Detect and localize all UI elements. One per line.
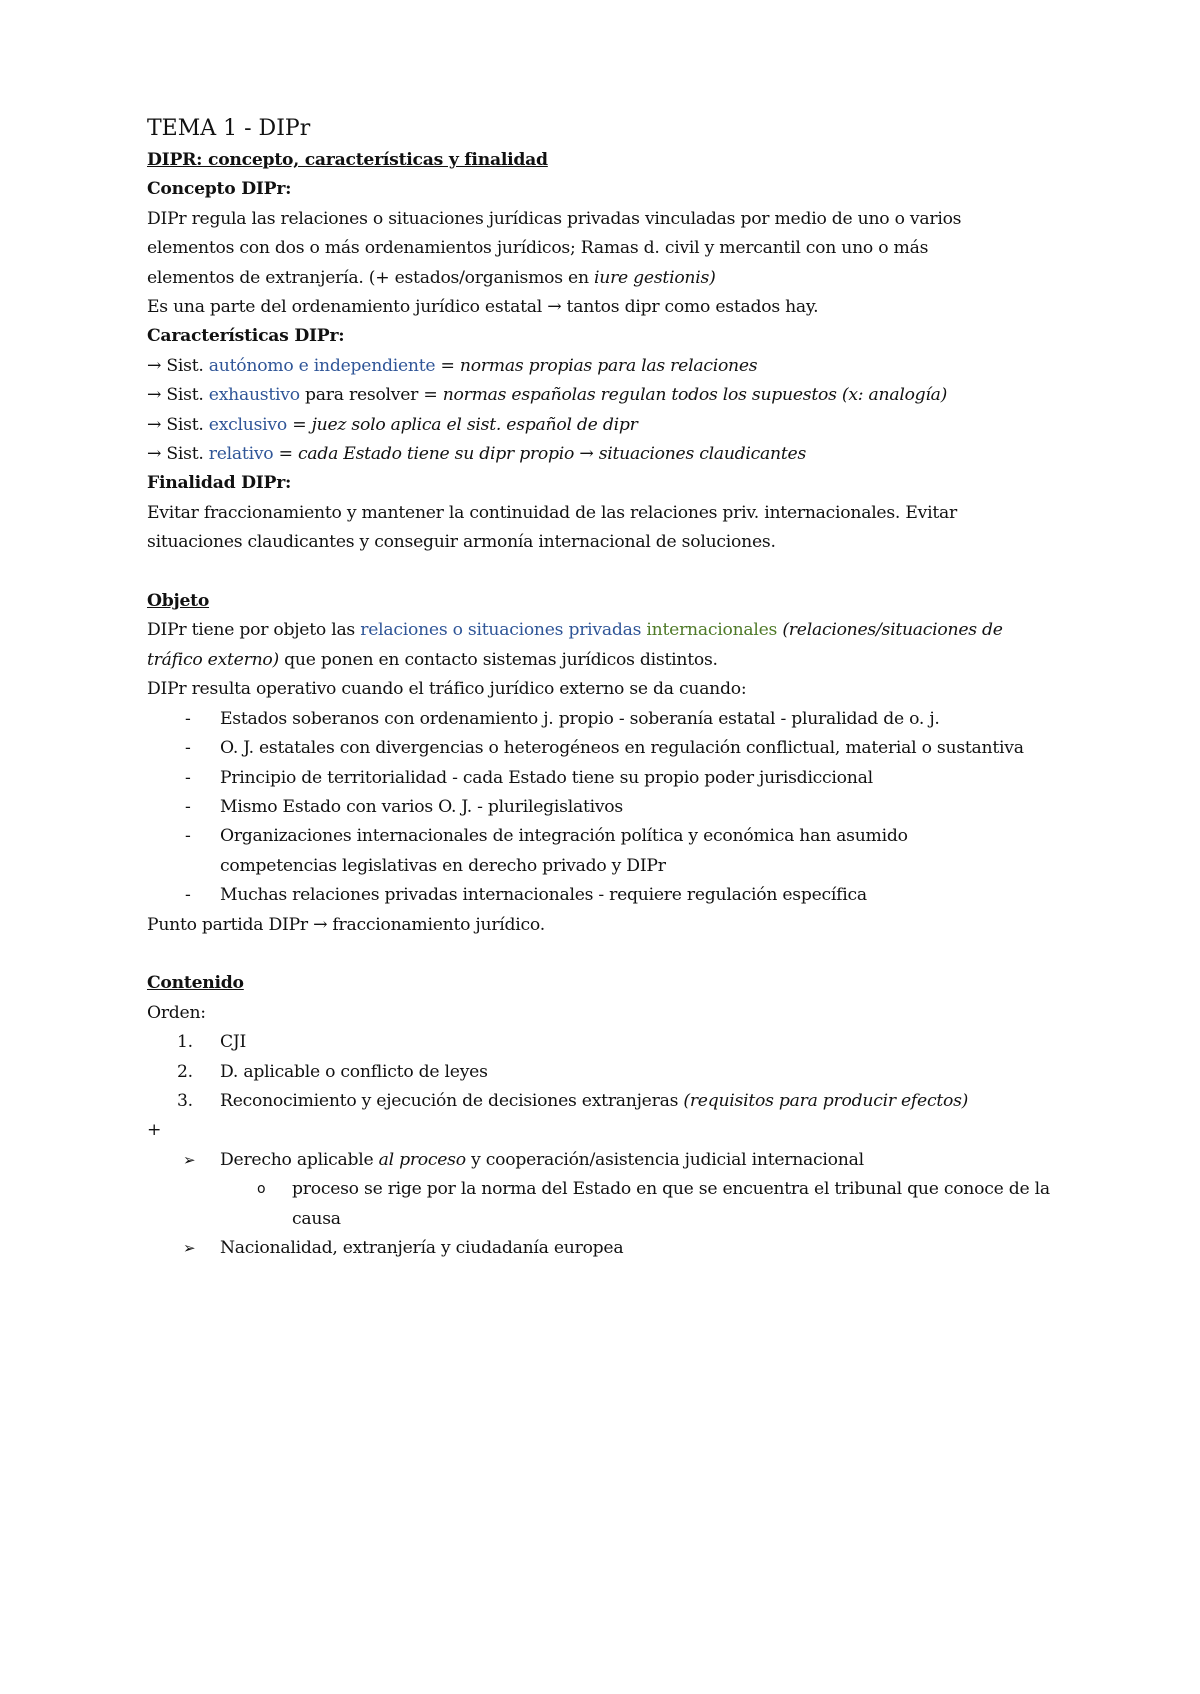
objeto-italic-phrase: (relaciones/situaciones de: [777, 620, 1003, 641]
arrow-item-text: y cooperación/asistencia judicial internacional: [465, 1149, 864, 1170]
arrow-item-italic: al proceso: [378, 1149, 466, 1170]
numbered-item: [147, 1028, 1087, 1057]
caracteristica-term: autónomo e independiente: [208, 355, 436, 376]
numbered-item-italic: (requisitos para producir efectos): [683, 1090, 969, 1111]
objeto-closing: Punto partida DIPr → fraccionamiento jurídico.: [147, 914, 545, 935]
list-item-text: competencias legislativas en derecho privado y DIPr: [220, 855, 666, 876]
arrow-bullet-item: [147, 1234, 1087, 1263]
dash-marker: -: [185, 796, 191, 817]
list-item: [147, 734, 1087, 763]
blank-line: [147, 558, 1087, 587]
numbered-item-text: CJI: [220, 1032, 247, 1053]
list-item: [147, 881, 1087, 910]
concepto-heading: Concepto DIPr:: [147, 179, 292, 200]
concepto-line-3: [147, 264, 1087, 293]
objeto-line-1: [147, 616, 1087, 645]
list-item-text: O. J. estatales con divergencias o heterogéneos en regulación conflictual, material o sustantiva: [220, 738, 1024, 759]
concepto-line-2: elementos con dos o más ordenamientos jurídicos; Ramas d. civil y mercantil con uno o más: [147, 238, 929, 259]
arrow-item-text: Nacionalidad, extranjería y ciudadanía europea: [220, 1238, 624, 1258]
concepto-line-3-text: elementos de extranjería. (+ estados/organismos en: [147, 267, 595, 288]
orden-label: Orden:: [147, 1002, 206, 1023]
document-body: [147, 114, 1087, 1263]
caracteristica-item: [147, 411, 1087, 440]
dash-marker: -: [185, 826, 191, 847]
sub-item-text: proceso se rige por la norma del Estado en que se encuentra el tribunal que conoce de la causa: [292, 1179, 1050, 1229]
numbered-item: [147, 1058, 1087, 1087]
list-item-text: Organizaciones internacionales de integración política y económica han asumido: [220, 826, 908, 847]
dash-marker: -: [185, 708, 191, 729]
numbered-item: [147, 1087, 1087, 1116]
list-item: [147, 822, 1087, 851]
caracteristica-desc: normas españolas regulan todos los supuestos (x: analogía): [442, 385, 948, 406]
item-number: 2.: [177, 1061, 193, 1082]
caracteristica-mid: =: [435, 355, 460, 376]
numbered-item-text: D. aplicable o conflicto de leyes: [220, 1061, 488, 1082]
circle-bullet-icon: o: [257, 1181, 266, 1198]
plus-sign: +: [147, 1120, 162, 1141]
numbered-item-text: Reconocimiento y ejecución de decisiones extranjeras: [220, 1090, 684, 1111]
finalidad-line-1: Evitar fraccionamiento y mantener la continuidad de las relaciones priv. internacionales. Evitar: [147, 502, 957, 523]
arrow-bullet-item: [147, 1146, 1087, 1175]
list-item-text: Principio de territorialidad - cada Estado tiene su propio poder jurisdiccional: [220, 767, 873, 788]
list-item: [147, 705, 1087, 734]
list-item-text: Muchas relaciones privadas internacionales - requiere regulación específica: [220, 885, 867, 906]
caracteristica-term: relativo: [208, 444, 274, 465]
arrowhead-icon: ➢: [183, 1150, 196, 1169]
objeto-green-word: internacionales: [646, 620, 778, 641]
contenido-heading: Contenido: [147, 973, 244, 994]
caracteristica-mid: para resolver =: [299, 385, 443, 406]
caracteristica-mid: =: [286, 414, 312, 435]
caracteristica-term: exhaustivo: [208, 385, 300, 406]
sub-bullet-item: [147, 1175, 1087, 1234]
concepto-line-3-italic: iure gestionis): [594, 267, 716, 288]
list-item-text: Estados soberanos con ordenamiento j. propio - soberanía estatal - pluralidad de o. j.: [220, 708, 940, 729]
objeto-line-2-text: que ponen en contacto sistemas jurídicos distintos.: [278, 649, 718, 670]
objeto-line-2-italic: tráfico externo): [147, 649, 279, 670]
finalidad-heading: Finalidad DIPr:: [147, 473, 292, 494]
caracteristica-prefix: → Sist.: [147, 444, 209, 465]
section-heading-dipr: DIPR: concepto, características y finalidad: [147, 150, 548, 170]
list-item-continuation: [147, 852, 1087, 881]
caracteristica-desc: juez solo aplica el sist. español de dipr: [311, 414, 638, 435]
concepto-line-4: Es una parte del ordenamiento jurídico estatal → tantos dipr como estados hay.: [147, 297, 819, 318]
objeto-blue-phrase: relaciones o situaciones privadas: [360, 620, 642, 641]
item-number: 1.: [177, 1032, 193, 1053]
list-item: [147, 764, 1087, 793]
page-title: TEMA 1 - DIPr: [147, 116, 311, 141]
dash-marker: -: [185, 885, 191, 906]
caracteristica-desc: cada Estado tiene su dipr propio → situaciones claudicantes: [297, 444, 807, 465]
caracteristica-desc: normas propias para las relaciones: [459, 355, 758, 376]
finalidad-line-2: situaciones claudicantes y conseguir armonía internacional de soluciones.: [147, 532, 776, 553]
caracteristica-mid: =: [273, 444, 298, 465]
dash-marker: -: [185, 767, 191, 788]
objeto-line-1-text: DIPr tiene por objeto las: [147, 620, 361, 641]
list-item-text: Mismo Estado con varios O. J. - plurilegislativos: [220, 796, 623, 817]
caracteristica-item: [147, 440, 1087, 469]
caracteristicas-heading: Características DIPr:: [147, 326, 345, 347]
arrow-item-text: Derecho aplicable: [220, 1149, 379, 1170]
blank-line: [147, 940, 1087, 969]
objeto-line-3: DIPr resulta operativo cuando el tráfico jurídico externo se da cuando:: [147, 679, 747, 700]
concepto-line-1: DIPr regula las relaciones o situaciones jurídicas privadas vinculadas por medio de uno o varios: [147, 208, 962, 229]
caracteristica-prefix: → Sist.: [147, 385, 209, 406]
item-number: 3.: [177, 1090, 193, 1111]
caracteristica-item: [147, 381, 1087, 410]
list-item: [147, 793, 1087, 822]
dash-marker: -: [185, 738, 191, 759]
arrowhead-icon: ➢: [183, 1239, 196, 1257]
objeto-heading: Objeto: [147, 591, 210, 612]
caracteristica-item: [147, 352, 1087, 381]
caracteristica-prefix: → Sist.: [147, 414, 209, 435]
caracteristica-term: exclusivo: [208, 414, 287, 435]
caracteristica-prefix: → Sist.: [147, 355, 209, 376]
objeto-line-2: [147, 646, 1087, 675]
